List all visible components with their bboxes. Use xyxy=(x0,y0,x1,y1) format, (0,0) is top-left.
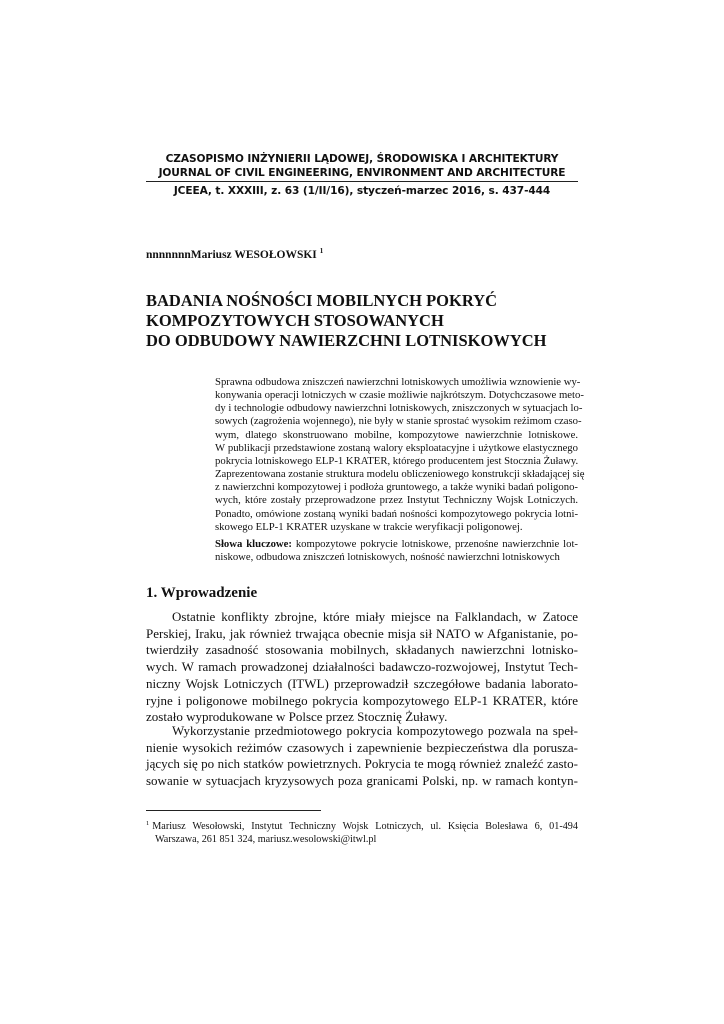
title-line: DO ODBUDOWY NAWIERZCHNI LOTNISKOWYCH xyxy=(146,331,547,350)
abstract-line: konywania operacji lotniczych w czasie możliwie najkrótszym. Dotychczasowe meto- xyxy=(215,389,584,402)
abstract-line: wych, które zostały przeprowadzone przez Instytut Techniczny Wojsk Lotniczych. xyxy=(215,494,578,507)
paragraph-line: nienie wysokich reżimów czasowych i zapewnienie bezpieczeństwa dla porusza- xyxy=(146,739,578,755)
paragraph-line: sowanie w sytuacjach kryzysowych poza granicami Polski, np. w ramach kontyn- xyxy=(146,773,578,789)
journal-title-english: JOURNAL OF CIVIL ENGINEERING, ENVIRONMENT AND ARCHITECTURE xyxy=(158,167,566,179)
journal-title-polish: CZASOPISMO INŻYNIERII LĄDOWEJ, ŚRODOWISKA I ARCHITEKTURY xyxy=(165,153,559,165)
title-line: BADANIA NOŚNOŚCI MOBILNYCH POKRYĆ xyxy=(146,291,497,310)
abstract-line: skowego ELP-1 KRATER uzyskane w trakcie weryfikacji poligonowej. xyxy=(215,520,523,533)
footnote-line xyxy=(146,817,578,833)
paragraph-line: twierdziły zasadność stosowania mobilnych, składanych nawierzchni lotnisko- xyxy=(146,642,578,658)
paragraph-line: ryjne i poligonowe mobilnego pokrycia kompozytowego ELP-1 KRATER, które xyxy=(146,692,578,708)
author-name: nnnnnnnMariusz WESOŁOWSKI xyxy=(146,249,317,261)
paragraph-line: wych. W ramach prowadzonej działalności badawczo-rozwojowej, Instytut Tech- xyxy=(146,659,578,675)
paragraph-line: niczny Wojsk Lotniczych (ITWL) przeprowadził szczegółowe badania laborato- xyxy=(146,675,578,691)
footnote-text: Mariusz Wesołowski, Instytut Techniczny Wojsk Lotniczych, ul. Księcia Bolesława 6, 01-494 xyxy=(152,821,578,832)
section-heading: 1. Wprowadzenie xyxy=(146,585,258,601)
keywords-text: kompozytowe pokrycie lotniskowe, przenośne nawierzchnie lot- xyxy=(291,538,578,550)
paragraph-line: Perskiej, Iraku, jak również trwająca obecnie misja sił NATO w Afganistanie, po- xyxy=(146,625,578,641)
paragraph-line: Ostatnie konflikty zbrojne, które miały miejsce na Falklandach, w Zatoce xyxy=(172,609,578,624)
paragraph xyxy=(146,723,578,790)
paragraph-line: jących się po nich statków powietrznych. Pokrycia te mogą również znaleźć zasto- xyxy=(146,756,578,772)
footnote-line: Warszawa, 261 851 324, mariusz.wesolowski@itwl.pl xyxy=(155,834,377,846)
author-footnote-mark: 1 xyxy=(319,247,324,255)
abstract-line: pokrycia lotniskowego ELP-1 KRATER, którego producentem jest Stocznia Żuławy. xyxy=(215,454,579,467)
abstract xyxy=(215,376,585,534)
abstract-line: sowych (zagrożenia wojennego), nie były w stanie sprostać wysokim reżimom czaso- xyxy=(215,415,582,428)
abstract-line: W publikacji przedstawione zostaną walory eksploatacyjne i użytkowe elastycznego xyxy=(215,441,578,454)
title-line: KOMPOZYTOWYCH STOSOWANYCH xyxy=(146,311,444,330)
author-line xyxy=(146,247,323,261)
abstract-line: z nawierzchni kompozytowej i podłoża gruntowego, a także wyniki badań poligono- xyxy=(215,481,578,494)
paragraph xyxy=(146,609,578,726)
keywords-label: Słowa kluczowe: xyxy=(215,538,292,550)
abstract-line: Sprawna odbudowa zniszczeń nawierzchni lotniskowych umożliwia wznowienie wy- xyxy=(215,376,581,388)
keywords xyxy=(215,538,578,564)
keywords-line xyxy=(215,538,578,551)
abstract-line: dy i technologie odbudowy nawierzchni lotniskowych, zniszczonych w sytuacjach lo- xyxy=(215,402,583,415)
paragraph-line: Wykorzystanie przedmiotowego pokrycia kompozytowego pozwala na speł- xyxy=(172,723,578,738)
header-rule xyxy=(146,181,578,182)
abstract-line: Zaprezentowana zostanie struktura modelu obliczeniowego konstrukcji składającej się xyxy=(215,468,585,481)
footnote-mark: 1 xyxy=(146,820,150,827)
keywords-line: niskowe, odbudowa zniszczeń lotniskowych, nośność nawierzchni lotniskowych xyxy=(215,551,560,564)
paragraph-line: zostało wyprodukowane w Polsce przez Stocznię Żuławy. xyxy=(146,709,448,725)
abstract-line: wym, dlatego skonstruowano mobilne, kompozytowe nawierzchnie lotniskowe. xyxy=(215,428,578,441)
journal-citation: JCEEA, t. XXXIII, z. 63 (1/II/16), styczeń-marzec 2016, s. 437-444 xyxy=(173,185,551,197)
paper-title xyxy=(146,291,586,351)
abstract-line: Ponadto, omówione zostaną wyniki badań nośności kompozytowego pokrycia lotni- xyxy=(215,507,578,520)
footnote-rule xyxy=(146,810,321,811)
footnote xyxy=(146,817,578,847)
